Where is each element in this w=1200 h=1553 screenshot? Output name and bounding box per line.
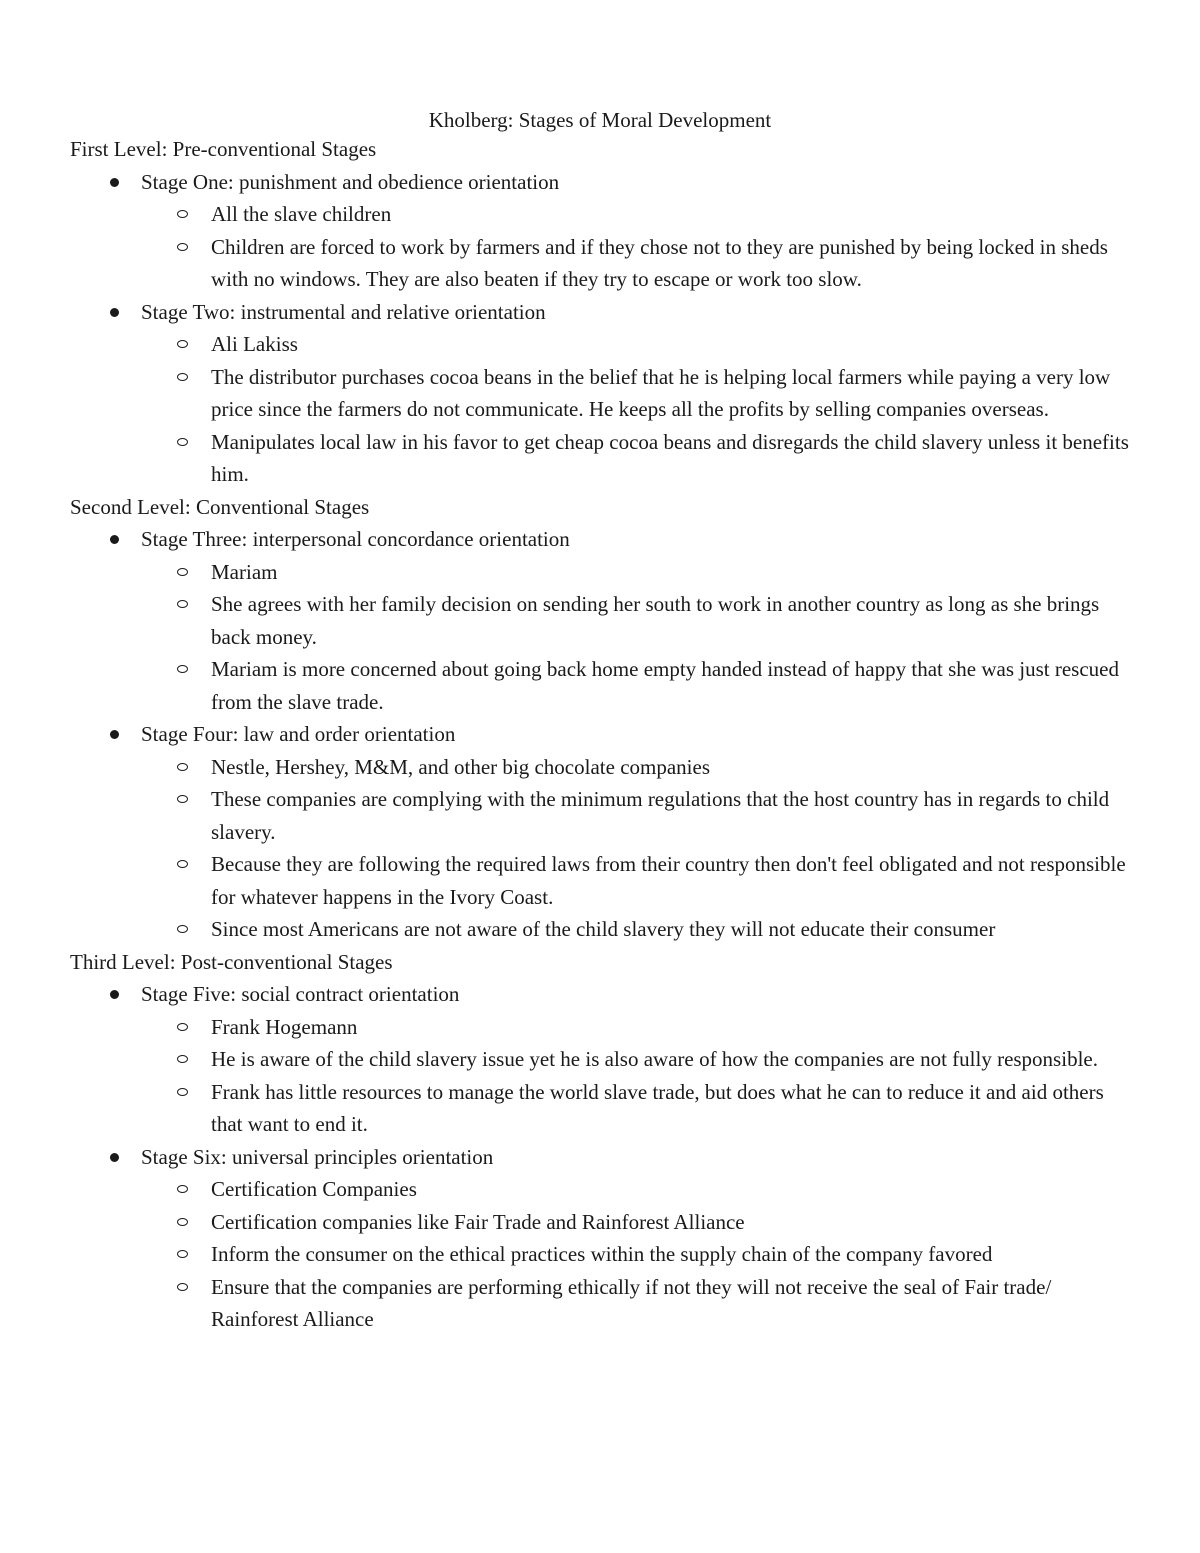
sub-item [70,1011,1136,1044]
sub-item-text: Nestle, Hershey, M&M, and other big chocolate companies [211,754,710,779]
filled-bullet-icon [110,308,119,317]
sub-item-text: These companies are complying with the minimum regulations that the host country has in regards to child slavery. [211,787,1110,844]
sub-item-text: The distributor purchases cocoa beans in the belief that he is helping local farmers while paying a very low price since the farmers do not communicate. He keeps all the profits by selling companies overseas. [211,364,1111,421]
stage-label: Stage Four: law and order orientation [141,722,456,746]
filled-bullet-icon [110,990,119,999]
hollow-bullet-icon [177,438,188,446]
sub-item [70,556,1136,589]
sub-item-text: All the slave children [211,202,392,226]
hollow-bullet-icon [177,1283,188,1291]
sub-item [70,1173,1136,1206]
document-body [70,133,1140,1336]
sub-item [70,783,1136,848]
level-heading: Third Level: Post-conventional Stages [70,949,393,974]
sub-item [70,231,1136,296]
hollow-bullet-icon [177,1218,188,1226]
hollow-bullet-icon [177,1185,188,1193]
sub-item-text: Because they are following the required laws from their country then don't feel obligated and not responsible for whatever happens in the Ivory Coast. [211,852,1126,909]
sub-item-text: She agrees with her family decision on sending her south to work in another country as long as she brings back money. [211,592,1100,649]
stage-label: Stage Three: interpersonal concordance orientation [141,527,570,551]
stage-item [70,166,1140,199]
sub-item [70,751,1136,784]
sub-item [70,1043,1136,1076]
sub-item-text: Ali Lakiss [211,332,298,356]
sub-item [70,848,1136,913]
sub-item [70,1271,1136,1336]
hollow-bullet-icon [177,1055,188,1063]
sub-item-text: Ensure that the companies are performing ethically if not they will not receive the seal of Fair trade/ Rainforest Alliance [211,1274,1052,1331]
sub-item-text: Since most Americans are not aware of the child slavery they will not educate their consumer [211,917,996,941]
hollow-bullet-icon [177,1250,188,1258]
hollow-bullet-icon [177,795,188,803]
sub-item-text: Children are forced to work by farmers and if they chose not to they are punished by being locked in sheds with no windows. They are also beaten if they try to escape or work too slow. [211,234,1108,291]
sub-item [70,588,1136,653]
hollow-bullet-icon [177,1023,188,1031]
sub-item [70,198,1136,231]
document-title: Kholberg: Stages of Moral Development [428,108,772,132]
stage-item [70,1141,1140,1174]
sub-item [70,913,1136,946]
stage-item [70,978,1140,1011]
stage-label: Stage One: punishment and obedience orientation [141,169,560,194]
sub-item [70,328,1136,361]
sub-item [70,361,1136,426]
sub-item [70,653,1136,718]
sub-item-text: Certification companies like Fair Trade and Rainforest Alliance [211,1209,745,1234]
hollow-bullet-icon [177,340,188,348]
filled-bullet-icon [110,178,119,187]
hollow-bullet-icon [177,210,188,218]
level-heading: First Level: Pre-conventional Stages [70,137,377,161]
sub-item [70,1238,1136,1271]
stage-label: Stage Five: social contract orientation [141,982,460,1006]
stage-item [70,523,1140,556]
hollow-bullet-icon [177,860,188,868]
filled-bullet-icon [110,1153,119,1162]
hollow-bullet-icon [177,665,188,673]
sub-item [70,426,1136,491]
sub-item-text: Inform the consumer on the ethical practices within the supply chain of the company favored [211,1242,993,1266]
stage-label: Stage Two: instrumental and relative orientation [141,299,546,324]
sub-item-text: Mariam is more concerned about going back home empty handed instead of happy that she was just rescued from the slave trade. [211,657,1119,714]
sub-item-text: Mariam [211,559,278,584]
hollow-bullet-icon [177,925,188,933]
sub-item-text: Certification Companies [211,1177,417,1201]
filled-bullet-icon [110,535,119,544]
hollow-bullet-icon [177,1088,188,1096]
stage-item [70,718,1140,751]
hollow-bullet-icon [177,600,188,608]
stage-label: Stage Six: universal principles orientation [141,1144,494,1169]
stage-item [70,296,1140,329]
sub-item [70,1206,1136,1239]
filled-bullet-icon [110,730,119,739]
sub-item-text: Frank Hogemann [211,1014,358,1039]
sub-item [70,1076,1136,1141]
hollow-bullet-icon [177,373,188,381]
hollow-bullet-icon [177,243,188,251]
level-heading: Second Level: Conventional Stages [70,494,370,519]
hollow-bullet-icon [177,568,188,576]
sub-item-text: Manipulates local law in his favor to get cheap cocoa beans and disregards the child slavery unless it benefits him. [211,429,1129,486]
sub-item-text: He is aware of the child slavery issue yet he is also aware of how the companies are not fully responsible. [211,1047,1098,1071]
sub-item-text: Frank has little resources to manage the world slave trade, but does what he can to reduce it and aid others that want to end it. [211,1079,1104,1136]
hollow-bullet-icon [177,763,188,771]
